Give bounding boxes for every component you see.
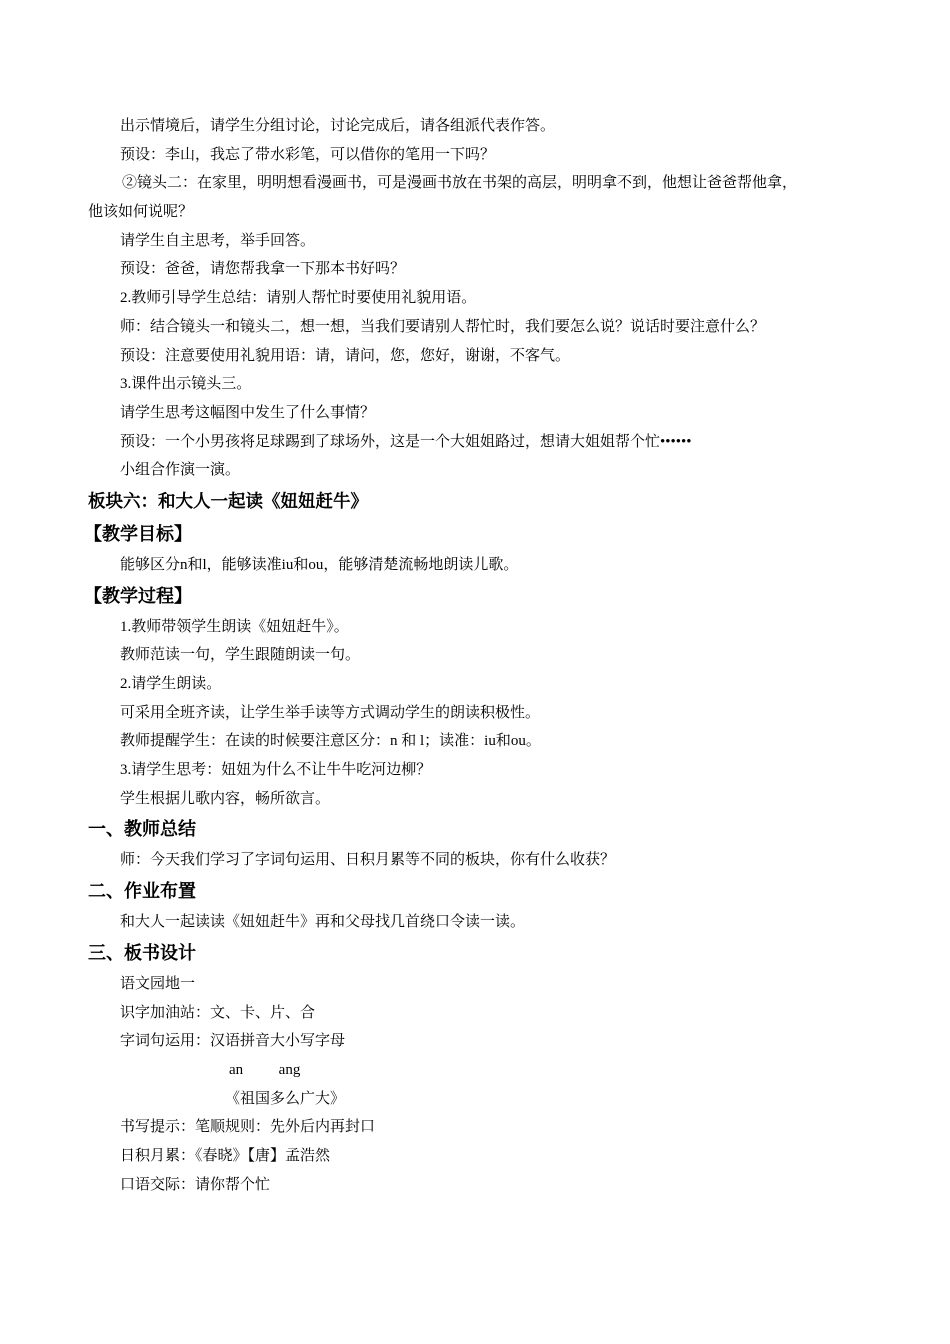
paragraph: 可采用全班齐读，让学生举手读等方式调动学生的朗读积极性。	[120, 704, 541, 721]
paragraph: 3.请学生思考：妞妞为什么不让牛牛吃河边柳？	[120, 762, 432, 779]
teaching-goal-heading: 【教学目标】	[84, 523, 192, 544]
paragraph: 和大人一起读读《妞妞赶牛》再和父母找几首绕口令读一读。	[120, 914, 526, 931]
paragraph: 能够区分n和l，能够读准iu和ou，能够清楚流畅地朗读儿歌。	[120, 556, 519, 573]
paragraph: 学生根据儿歌内容，畅所欲言。	[120, 790, 331, 807]
board-line: 字词句运用：汉语拼音大小写字母	[120, 1033, 346, 1050]
paragraph-shot-two: ②镜头二：在家里，明明想看漫画书，可是漫画书放在书架的高层，明明拿不到，他想让爸爸帮他拿，	[122, 175, 798, 192]
paragraph: 2.请学生朗读。	[120, 676, 222, 692]
paragraph: 预设：注意要使用礼貌用语：请，请问，您，您好，谢谢，不客气。	[120, 347, 571, 364]
paragraph: 1.教师带领学生朗读《妞妞赶牛》。	[120, 618, 349, 635]
paragraph: 预设：一个小男孩将足球踢到了球场外，这是一个大姐姐路过，想请大姐姐帮个忙••••••	[120, 433, 692, 450]
paragraph: 教师提醒学生：在读的时候要注意区分：n 和 l；读准：iu和ou。	[120, 733, 541, 750]
board-poem: 《祖国多么广大》	[225, 1090, 346, 1107]
board-line: 书写提示：笔顺规则：先外后内再封口	[120, 1119, 376, 1136]
paragraph: 请学生思考这幅图中发生了什么事情？	[120, 404, 376, 421]
paragraph: 教师范读一句，学生跟随朗读一句。	[120, 647, 361, 664]
paragraph: 小组合作演一演。	[120, 462, 241, 479]
board-design-heading: 三、板书设计	[88, 942, 196, 963]
paragraph-continuation: 他该如何说呢？	[88, 204, 194, 221]
paragraph: 请学生自主思考，举手回答。	[120, 232, 316, 249]
board-line: 日积月累：《春晓》【唐】孟浩然	[120, 1147, 331, 1164]
paragraph: 预设：李山，我忘了带水彩笔，可以借你的笔用一下吗？	[120, 146, 496, 163]
summary-heading: 一、教师总结	[88, 819, 196, 840]
board-line: 识字加油站：文、卡、片、合	[120, 1004, 316, 1021]
paragraph: 2.教师引导学生总结：请别人帮忙时要使用礼貌用语。	[120, 290, 477, 307]
paragraph: 出示情境后，请学生分组讨论，讨论完成后，请各组派代表作答。	[120, 118, 556, 134]
homework-heading: 二、作业布置	[88, 881, 196, 902]
teaching-process-heading: 【教学过程】	[84, 585, 192, 606]
paragraph: 3.课件出示镜头三。	[120, 376, 252, 393]
board-line: 口语交际：请你帮个忙	[120, 1176, 271, 1193]
paragraph: 预设：爸爸，请您帮我拿一下那本书好吗？	[120, 261, 406, 278]
paragraph: 师：今天我们学习了字词句运用、日积月累等不同的板块，你有什么收获？	[120, 852, 616, 869]
section-six-heading: 板块六：和大人一起读《妞妞赶牛》	[88, 490, 368, 511]
document-page	[84, 112, 874, 1199]
board-pinyin: an ang	[229, 1061, 301, 1078]
paragraph: 师：结合镜头一和镜头二，想一想，当我们要请别人帮忙时，我们要怎么说？说话时要注意什么？	[120, 318, 766, 335]
board-line: 语文园地一	[120, 975, 196, 992]
